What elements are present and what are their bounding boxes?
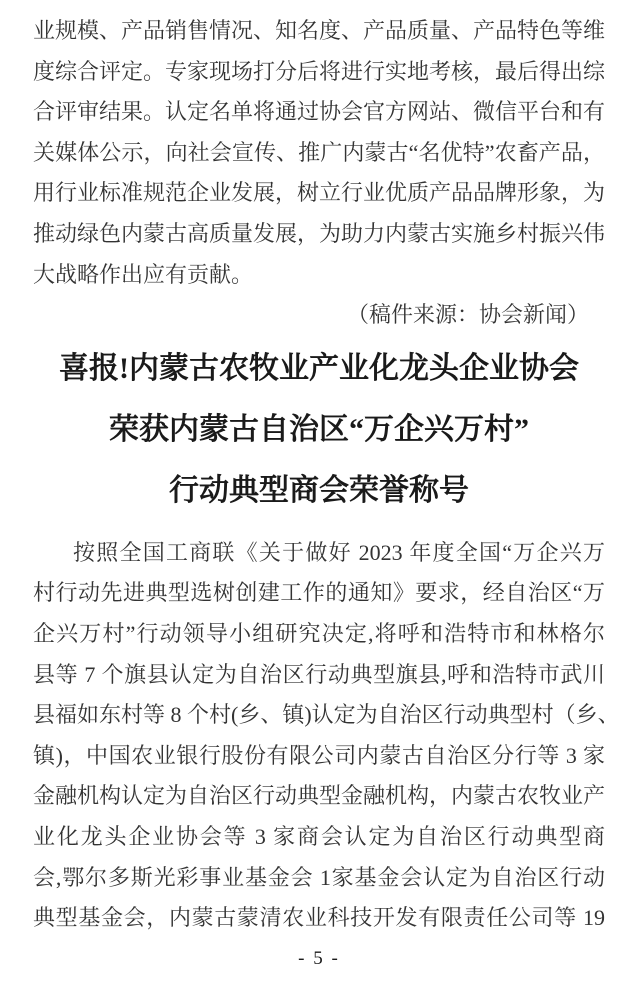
body-line: 推动绿色内蒙古高质量发展，为助力内蒙古实施乡村振兴伟: [33, 220, 606, 246]
article-title-line: 喜报!内蒙古农牧业产业化龙头企业协会: [59, 351, 579, 385]
body-line: 典型基金会，内蒙古蒙清农业科技开发有限责任公司等 19: [33, 905, 605, 931]
body-line: 金融机构认定为自治区行动典型金融机构，内蒙古农牧业产: [33, 783, 606, 809]
source-attribution: （稿件来源：协会新闻）: [346, 302, 589, 328]
body-line: 村行动先进典型选树创建工作的通知》要求，经自治区“万: [33, 580, 605, 606]
body-line: 业规模、产品销售情况、知名度、产品质量、产品特色等维: [33, 18, 606, 43]
paragraph-2: [33, 533, 620, 939]
body-line: 县等 7 个旗县认定为自治区行动典型旗县,呼和浩特市武川: [33, 661, 605, 687]
body-line: 镇)，中国农业银行股份有限公司内蒙古自治区分行等 3 家: [33, 742, 605, 768]
body-line: 按照全国工商联《关于做好 2023 年度全国“万企兴万: [73, 539, 605, 565]
article-title-line: 行动典型商会荣誉称号: [169, 473, 469, 507]
body-line: 度综合评定。专家现场打分后将进行实地考核，最后得出综: [33, 58, 606, 84]
body-line: 关媒体公示，向社会宣传、推广内蒙古“名优特”农畜产品，: [33, 139, 605, 165]
body-line: 合评审结果。认定名单将通过协会官方网站、微信平台和有: [33, 99, 606, 125]
body-line: 大战略作出应有贡献。: [33, 261, 254, 287]
body-line: 业化龙头企业协会等 3 家商会认定为自治区行动典型商: [33, 823, 605, 849]
page-number: - 5 -: [298, 948, 340, 969]
body-line: 会,鄂尔多斯光彩事业基金会 1家基金会认定为自治区行动: [33, 864, 605, 890]
paragraph-1: [33, 0, 605, 295]
article-title-line: 荣获内蒙古自治区“万企兴万村”: [109, 412, 529, 446]
body-line: 用行业标准规范企业发展，树立行业优质产品品牌形象，为: [33, 180, 606, 206]
body-line: 县福如东村等 8 个村(乡、镇)认定为自治区行动典型村（乡、: [33, 702, 620, 728]
body-line: 企兴万村”行动领导小组研究决定,将呼和浩特市和林格尔: [33, 620, 605, 646]
article-title: [20, 338, 618, 521]
